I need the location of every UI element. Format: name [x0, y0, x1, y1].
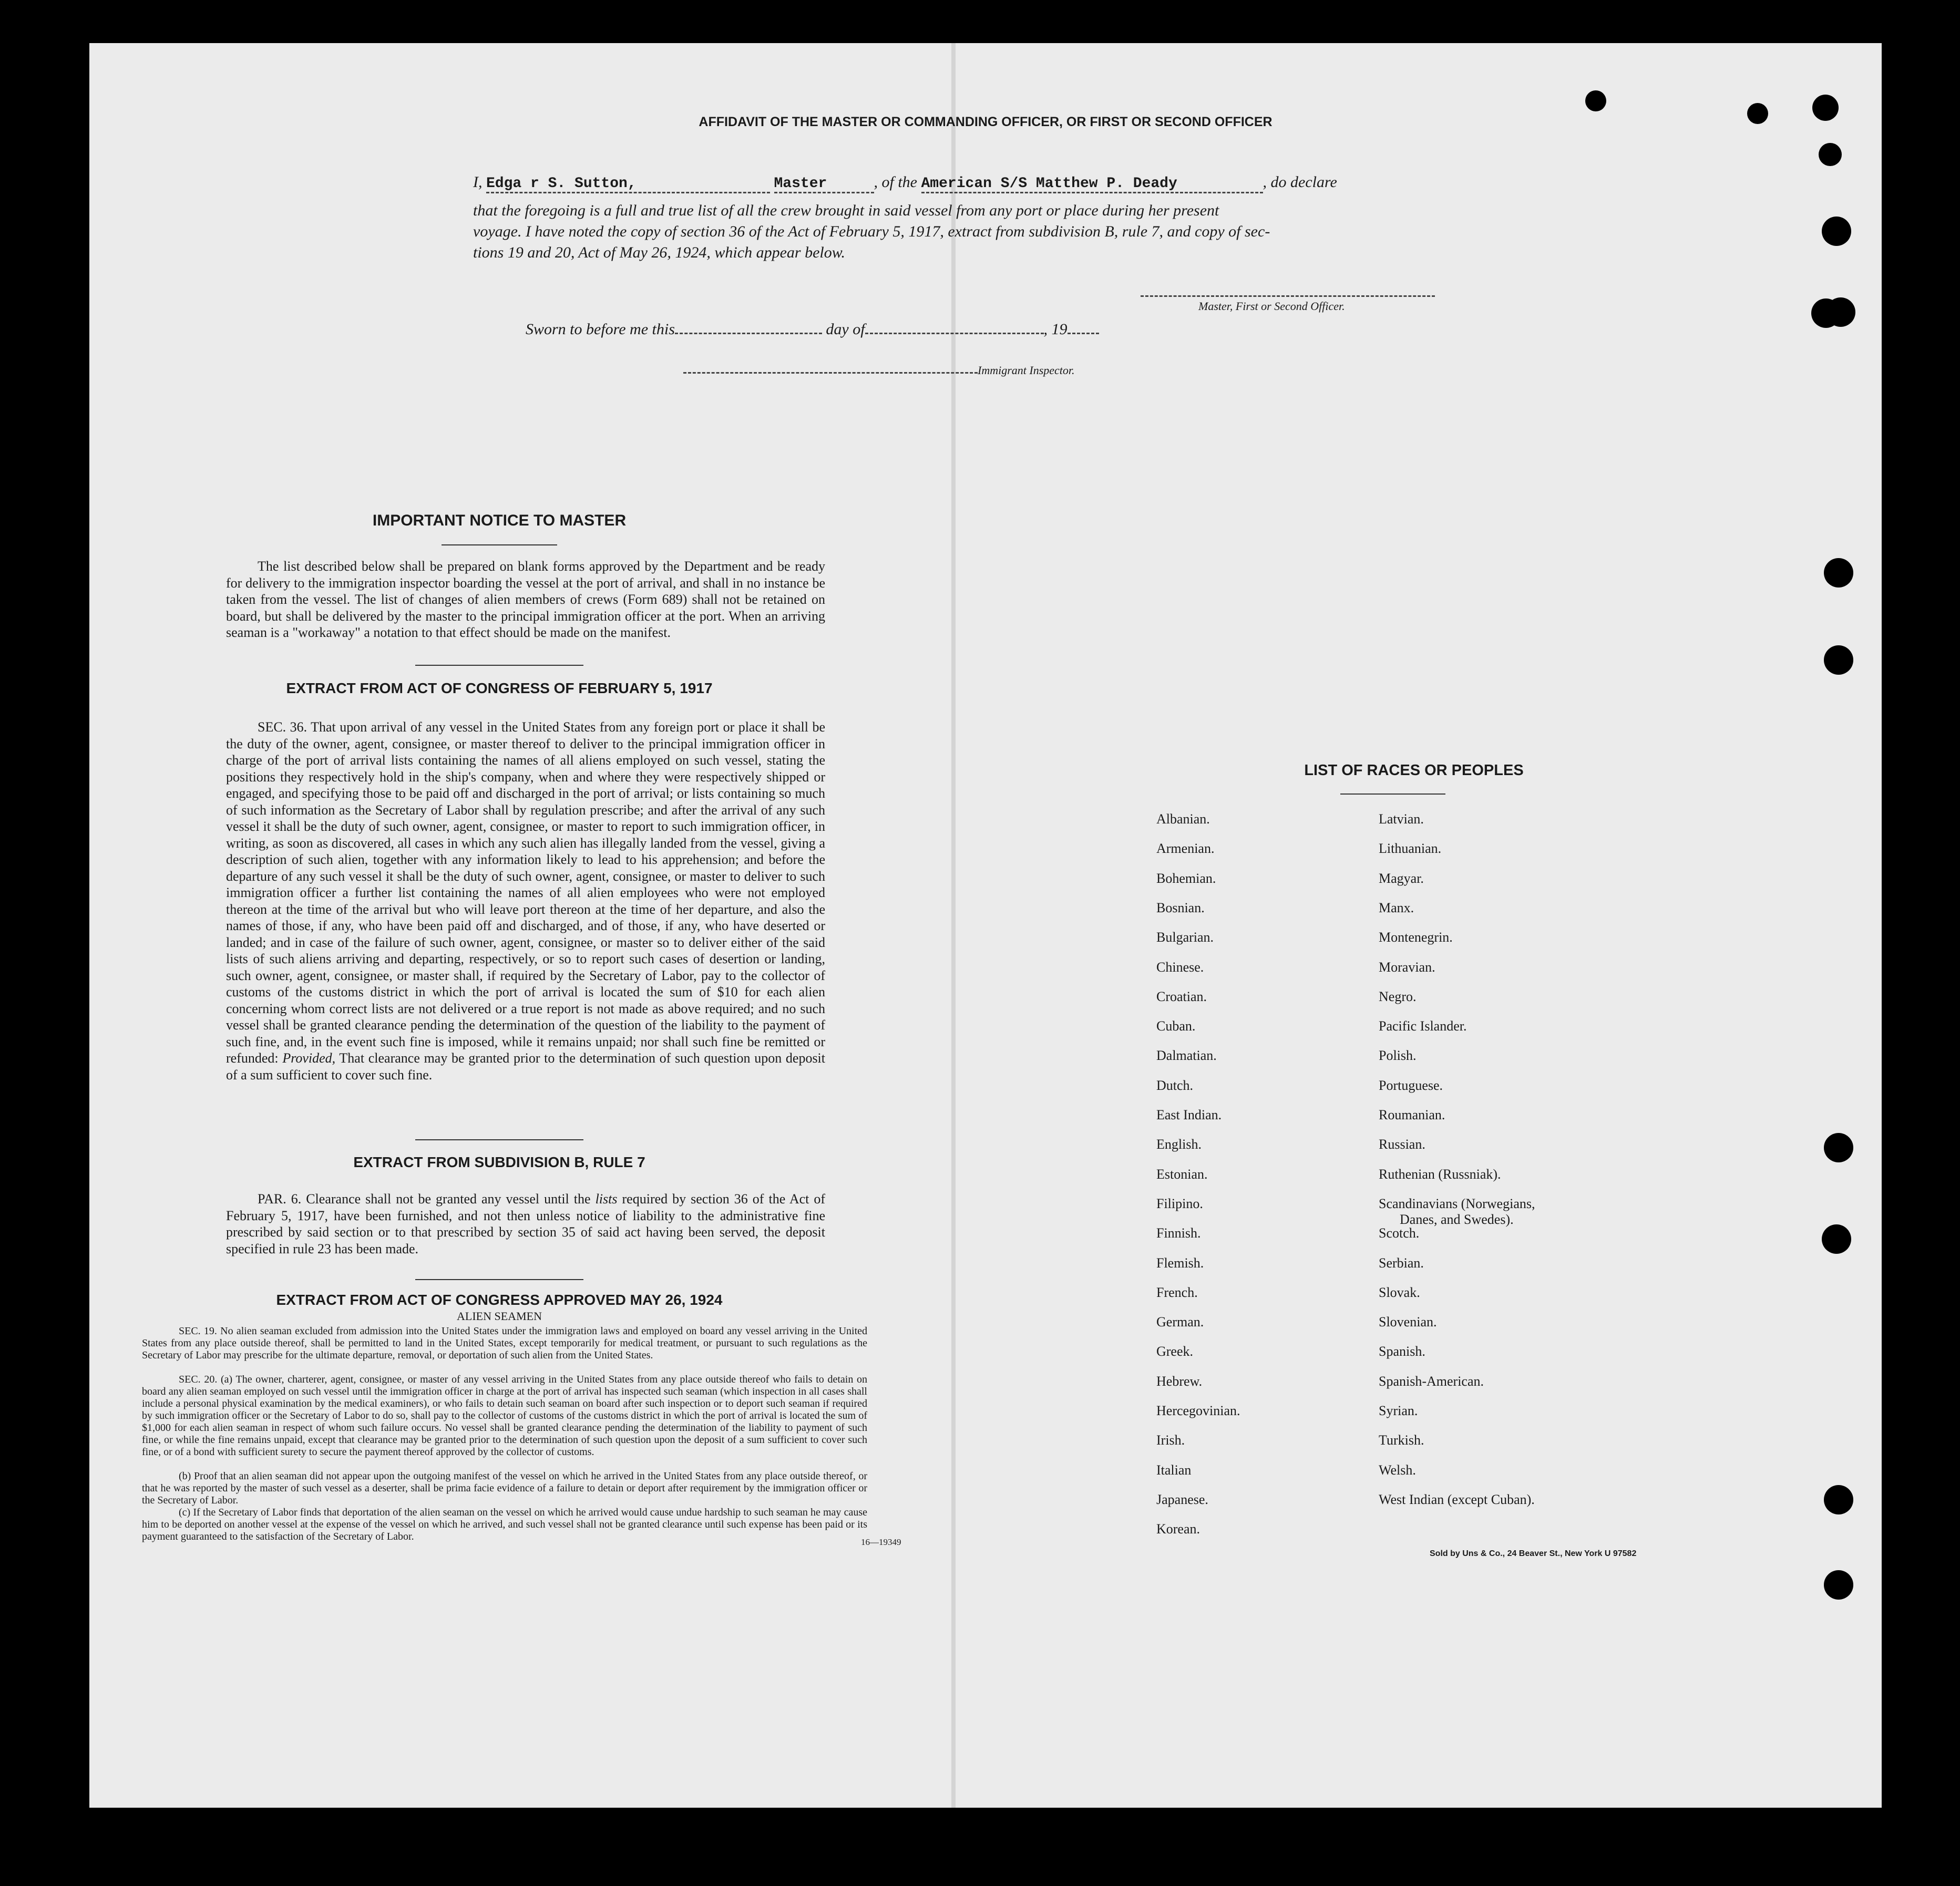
race-item: Dutch.	[1156, 1077, 1194, 1093]
of-the-label: , of the	[874, 173, 917, 191]
i-label: I,	[473, 173, 483, 191]
do-declare-label: , do declare	[1263, 173, 1337, 191]
punch-hole	[1824, 1485, 1853, 1514]
punch-hole	[1585, 90, 1606, 111]
punch-hole	[1822, 217, 1851, 246]
affidavit-line-3: voyage. I have noted the copy of section 36 of the Act of February 5, 1917, extract from subdivision B, rule 7, and copy of sec-	[473, 223, 1270, 240]
race-item: Portuguese.	[1379, 1077, 1443, 1093]
race-item: Dalmatian.	[1156, 1048, 1217, 1064]
document-page	[89, 43, 1882, 1808]
form-number: 16—19349	[861, 1537, 901, 1547]
extract-1917-title: EXTRACT FROM ACT OF CONGRESS OF FEBRUARY 5, 1917	[286, 680, 713, 696]
affidavit-line-2: that the foregoing is a full and true list of all the crew brought in said vessel from any port or place during her present	[473, 202, 1219, 219]
race-item: Polish.	[1379, 1048, 1417, 1064]
race-item: Armenian.	[1156, 841, 1215, 857]
race-item: Welsh.	[1379, 1462, 1416, 1478]
race-item: Bohemian.	[1156, 870, 1216, 886]
race-item: Croatian.	[1156, 988, 1207, 1004]
par-6-body-a: Clearance shall not be granted any vessel until the	[306, 1191, 591, 1207]
race-item: Hercegovinian.	[1156, 1403, 1240, 1418]
race-item: Italian	[1156, 1462, 1192, 1478]
race-item: Syrian.	[1379, 1403, 1418, 1418]
race-item: Hebrew.	[1156, 1373, 1203, 1389]
race-item: Chinese.	[1156, 959, 1204, 975]
sworn-line	[526, 321, 1099, 338]
printer-line: Sold by Uns & Co., 24 Beaver St., New York U 97582	[1430, 1549, 1637, 1558]
race-item: Turkish.	[1379, 1432, 1424, 1448]
sec-20a-text: SEC. 20. (a) The owner, charterer, agent, consignee, or master of any vessel arriving in the United States from any place outside thereof who fails to detain on board any alien seaman employed on such vessel until the immigration officer in charge at the port of arrival has inspected such seaman (which inspection in all cases shall include a personal physical examination by the medical examiners), or who fails to detain such seaman on board after such inspection or to deport such seaman if required by such immigration officer or the Secretary of Labor to do so, shall pay to the collector of customs of the customs district in which the port of arrival is located the sum of $1,000 for each alien seaman in respect of whom such failure occurs. No vessel shall be granted clearance pending the determination of the liability to payment of such fine, or while the fine remains unpaid, except that clearance may be granted prior to the determination of such question upon the deposit of a sum sufficient to cover such fine, or of a bond with sufficient surety to secure the payment thereof approved by the collector of customs.	[142, 1374, 867, 1458]
officer-signature-line	[1141, 295, 1435, 297]
provided-word: Provided,	[282, 1050, 336, 1066]
race-item: Irish.	[1156, 1432, 1185, 1448]
punch-hole	[1819, 143, 1842, 166]
section-rule-2	[415, 1139, 583, 1140]
punch-hole	[1826, 297, 1855, 327]
race-item: Moravian.	[1379, 959, 1435, 975]
section-rule-3	[415, 1279, 583, 1280]
race-item: Lithuanian.	[1379, 841, 1442, 857]
sec-20c-text: (c) If the Secretary of Labor finds that deportation of the alien seaman on the vessel on which he arrived would cause undue hardship to such seaman he may cause him to be deported on another vessel at the expense of the vessel on which he arrived, and such vessel shall not be granted clearance until such expense has been paid or its payment guaranteed to the satisfaction of the Secretary of Labor.	[142, 1507, 867, 1542]
race-item: Bosnian.	[1156, 900, 1205, 915]
race-item: East Indian.	[1156, 1107, 1222, 1122]
punch-hole	[1824, 558, 1853, 588]
punch-hole	[1812, 95, 1839, 121]
page-fold	[951, 43, 956, 1808]
race-item: Bulgarian.	[1156, 930, 1214, 945]
race-item: Slovenian.	[1379, 1314, 1437, 1330]
punch-hole	[1747, 103, 1768, 124]
notice-rule	[442, 544, 557, 545]
officer-caption: Master, First or Second Officer.	[1198, 300, 1345, 313]
race-item: Roumanian.	[1379, 1107, 1445, 1122]
race-item: Spanish.	[1379, 1344, 1425, 1359]
punch-hole	[1824, 645, 1853, 675]
race-item: Slovak.	[1379, 1284, 1420, 1300]
race-item: Greek.	[1156, 1344, 1194, 1359]
race-item: German.	[1156, 1314, 1204, 1330]
punch-hole	[1822, 1224, 1851, 1254]
rank-field: Master	[774, 176, 874, 193]
sec-36-text	[226, 719, 825, 1083]
par-6-text	[226, 1191, 825, 1257]
race-item: West Indian (except Cuban).	[1379, 1491, 1535, 1507]
alien-seamen-subtitle: ALIEN SEAMEN	[457, 1310, 542, 1323]
day-of-label: day of	[826, 321, 865, 338]
sec-36-label: SEC. 36.	[258, 719, 307, 735]
race-item: Korean.	[1156, 1521, 1200, 1537]
sworn-label: Sworn to before me this	[526, 321, 675, 338]
vessel-field: American S/S Matthew P. Deady	[921, 176, 1263, 193]
affidavit-title: AFFIDAVIT OF THE MASTER OR COMMANDING OFFICER, OR FIRST OR SECOND OFFICER	[699, 115, 1273, 129]
sec-20b-text: (b) Proof that an alien seaman did not appear upon the outgoing manifest of the vessel on which he arrived in the United States from any place outside thereof, or that he was reported by the master of such vessel as a deserter, shall be prima facie evidence of a failure to detain or deport after requirement by the immigration officer or the Secretary of Labor.	[142, 1470, 867, 1506]
race-item: English.	[1156, 1137, 1202, 1152]
affidavit-line-1	[473, 173, 1337, 193]
extract-1924-title: EXTRACT FROM ACT OF CONGRESS APPROVED MAY 26, 1924	[276, 1292, 723, 1308]
inspector-signature-line	[683, 372, 978, 374]
race-item: Filipino.	[1156, 1196, 1203, 1211]
race-item: Cuban.	[1156, 1018, 1196, 1034]
sworn-day-field	[675, 333, 822, 334]
race-item: Latvian.	[1379, 811, 1424, 827]
notice-text: The list described below shall be prepared on blank forms approved by the Department and be ready for delivery to the immigration inspector boarding the vessel at the port of arrival, and shall in no instance be taken from the vessel. The list of changes of alien members of crews (Form 689) shall not be retained on board, but shall be delivered by the master to the principal immigration officer at the port. When an arriving seaman is a "workaway" a notation to that effect should be made on the manifest.	[226, 559, 825, 640]
sec-19-text: SEC. 19. No alien seaman excluded from admission into the United States under the immigration laws and employed on board any vessel arriving in the United States from any place outside thereof, shall be permitted to land in the United States, except temporarily for medical treatment, or pursuant to such regulations as the Secretary of Labor may prescribe for the ultimate departure, removal, or deportation of such alien from the United States.	[142, 1325, 867, 1361]
race-item: Montenegrin.	[1379, 930, 1453, 945]
sworn-month-field	[865, 333, 1044, 334]
races-title: LIST OF RACES OR PEOPLES	[1304, 762, 1524, 779]
sworn-year-field	[1068, 333, 1099, 334]
affidavit-line-4: tions 19 and 20, Act of May 26, 1924, which appear below.	[473, 244, 846, 261]
race-item: Albanian.	[1156, 811, 1210, 827]
subdivision-title: EXTRACT FROM SUBDIVISION B, RULE 7	[353, 1154, 645, 1170]
punch-hole	[1824, 1570, 1853, 1600]
race-item: Spanish-American.	[1379, 1373, 1484, 1389]
par-6-body-b: required by section 36 of the Act of February 5, 1917, have been furnished, and not then unless notice of liability to the administrative fine prescribed by said section or to that prescribed by section 35 of said act having been served, the deposit specified in rule 23 has been made.	[226, 1191, 826, 1256]
race-item: Danes, and Swedes).	[1400, 1211, 1514, 1227]
sec-36-end: That clearance may be granted prior to the determination of such question upon deposit of a sum sufficient to cover such fine.	[226, 1050, 826, 1083]
race-item: Manx.	[1379, 900, 1414, 915]
race-item: Negro.	[1379, 988, 1417, 1004]
master-name-field: Edga r S. Sutton,	[486, 176, 770, 193]
race-item: Ruthenian (Russniak).	[1379, 1166, 1501, 1182]
race-item: Scandinavians (Norwegians,	[1379, 1196, 1535, 1211]
race-item: Magyar.	[1379, 870, 1424, 886]
year-label: , 19	[1043, 321, 1068, 338]
inspector-caption: Immigrant Inspector.	[978, 364, 1075, 377]
lists-word: lists	[595, 1191, 618, 1207]
race-item: Serbian.	[1379, 1255, 1424, 1271]
race-item: Russian.	[1379, 1137, 1425, 1152]
race-item: Scotch.	[1379, 1225, 1420, 1241]
section-rule-1	[415, 665, 583, 666]
race-item: Flemish.	[1156, 1255, 1204, 1271]
punch-hole	[1824, 1133, 1853, 1162]
races-rule	[1340, 793, 1445, 795]
race-item: Pacific Islander.	[1379, 1018, 1467, 1034]
race-item: Finnish.	[1156, 1225, 1201, 1241]
race-item: Japanese.	[1156, 1491, 1208, 1507]
sec-36-body: That upon arrival of any vessel in the United States from any foreign port or place it shall be the duty of the owner, agent, consignee, or master thereof to deliver to the principal immigration officer in charge of the port of arrival lists containing the names of all aliens employed on such vessel, stating the positions they respectively hold in the ship's company, when and where they were respectively shipped or engaged, and specifying those to be paid off and discharged in the port of arrival; or lists containing so much of such information as the Secretary of Labor shall by regulation prescribe; and after the arrival of any such vessel it shall be the duty of such owner, agent, consignee, or master to report to such immigration officer, in writing, as soon as discovered, all cases in which any such alien has illegally landed from the vessel, giving a description of such alien, together with any information likely to lead to his apprehension; and before the departure of any such vessel it shall be the duty of such owner, agent, consignee, or master to deliver to such immigration officer a further list containing the names of all alien employees who were not employed thereon at the time of the arrival but who will leave port thereon at the time of her departure, and also the names of those, if any, who have been paid off and discharged, and of those, if any, who have deserted or landed; and in case of the failure of such owner, agent, consignee, or master so to deliver either of the said lists of such aliens arriving and departing, respectively, or so to report such cases of desertion or landing, such owner, agent, consignee, or master shall, if required by the Secretary of Labor, pay to the collector of customs of the customs district in which the port of arrival is located the sum of $10 for each alien concerning whom correct lists are not delivered or a true report is not made as above required; and no such vessel shall be granted clearance pending the determination of the question of the liability to the payment of such fine, and, in the event such fine is imposed, while it remains unpaid; nor shall such fine be remitted or refunded:	[226, 719, 825, 1066]
race-item: Estonian.	[1156, 1166, 1208, 1182]
notice-title: IMPORTANT NOTICE TO MASTER	[372, 512, 627, 529]
race-item: French.	[1156, 1284, 1198, 1300]
par-6-label: PAR. 6.	[258, 1191, 302, 1207]
